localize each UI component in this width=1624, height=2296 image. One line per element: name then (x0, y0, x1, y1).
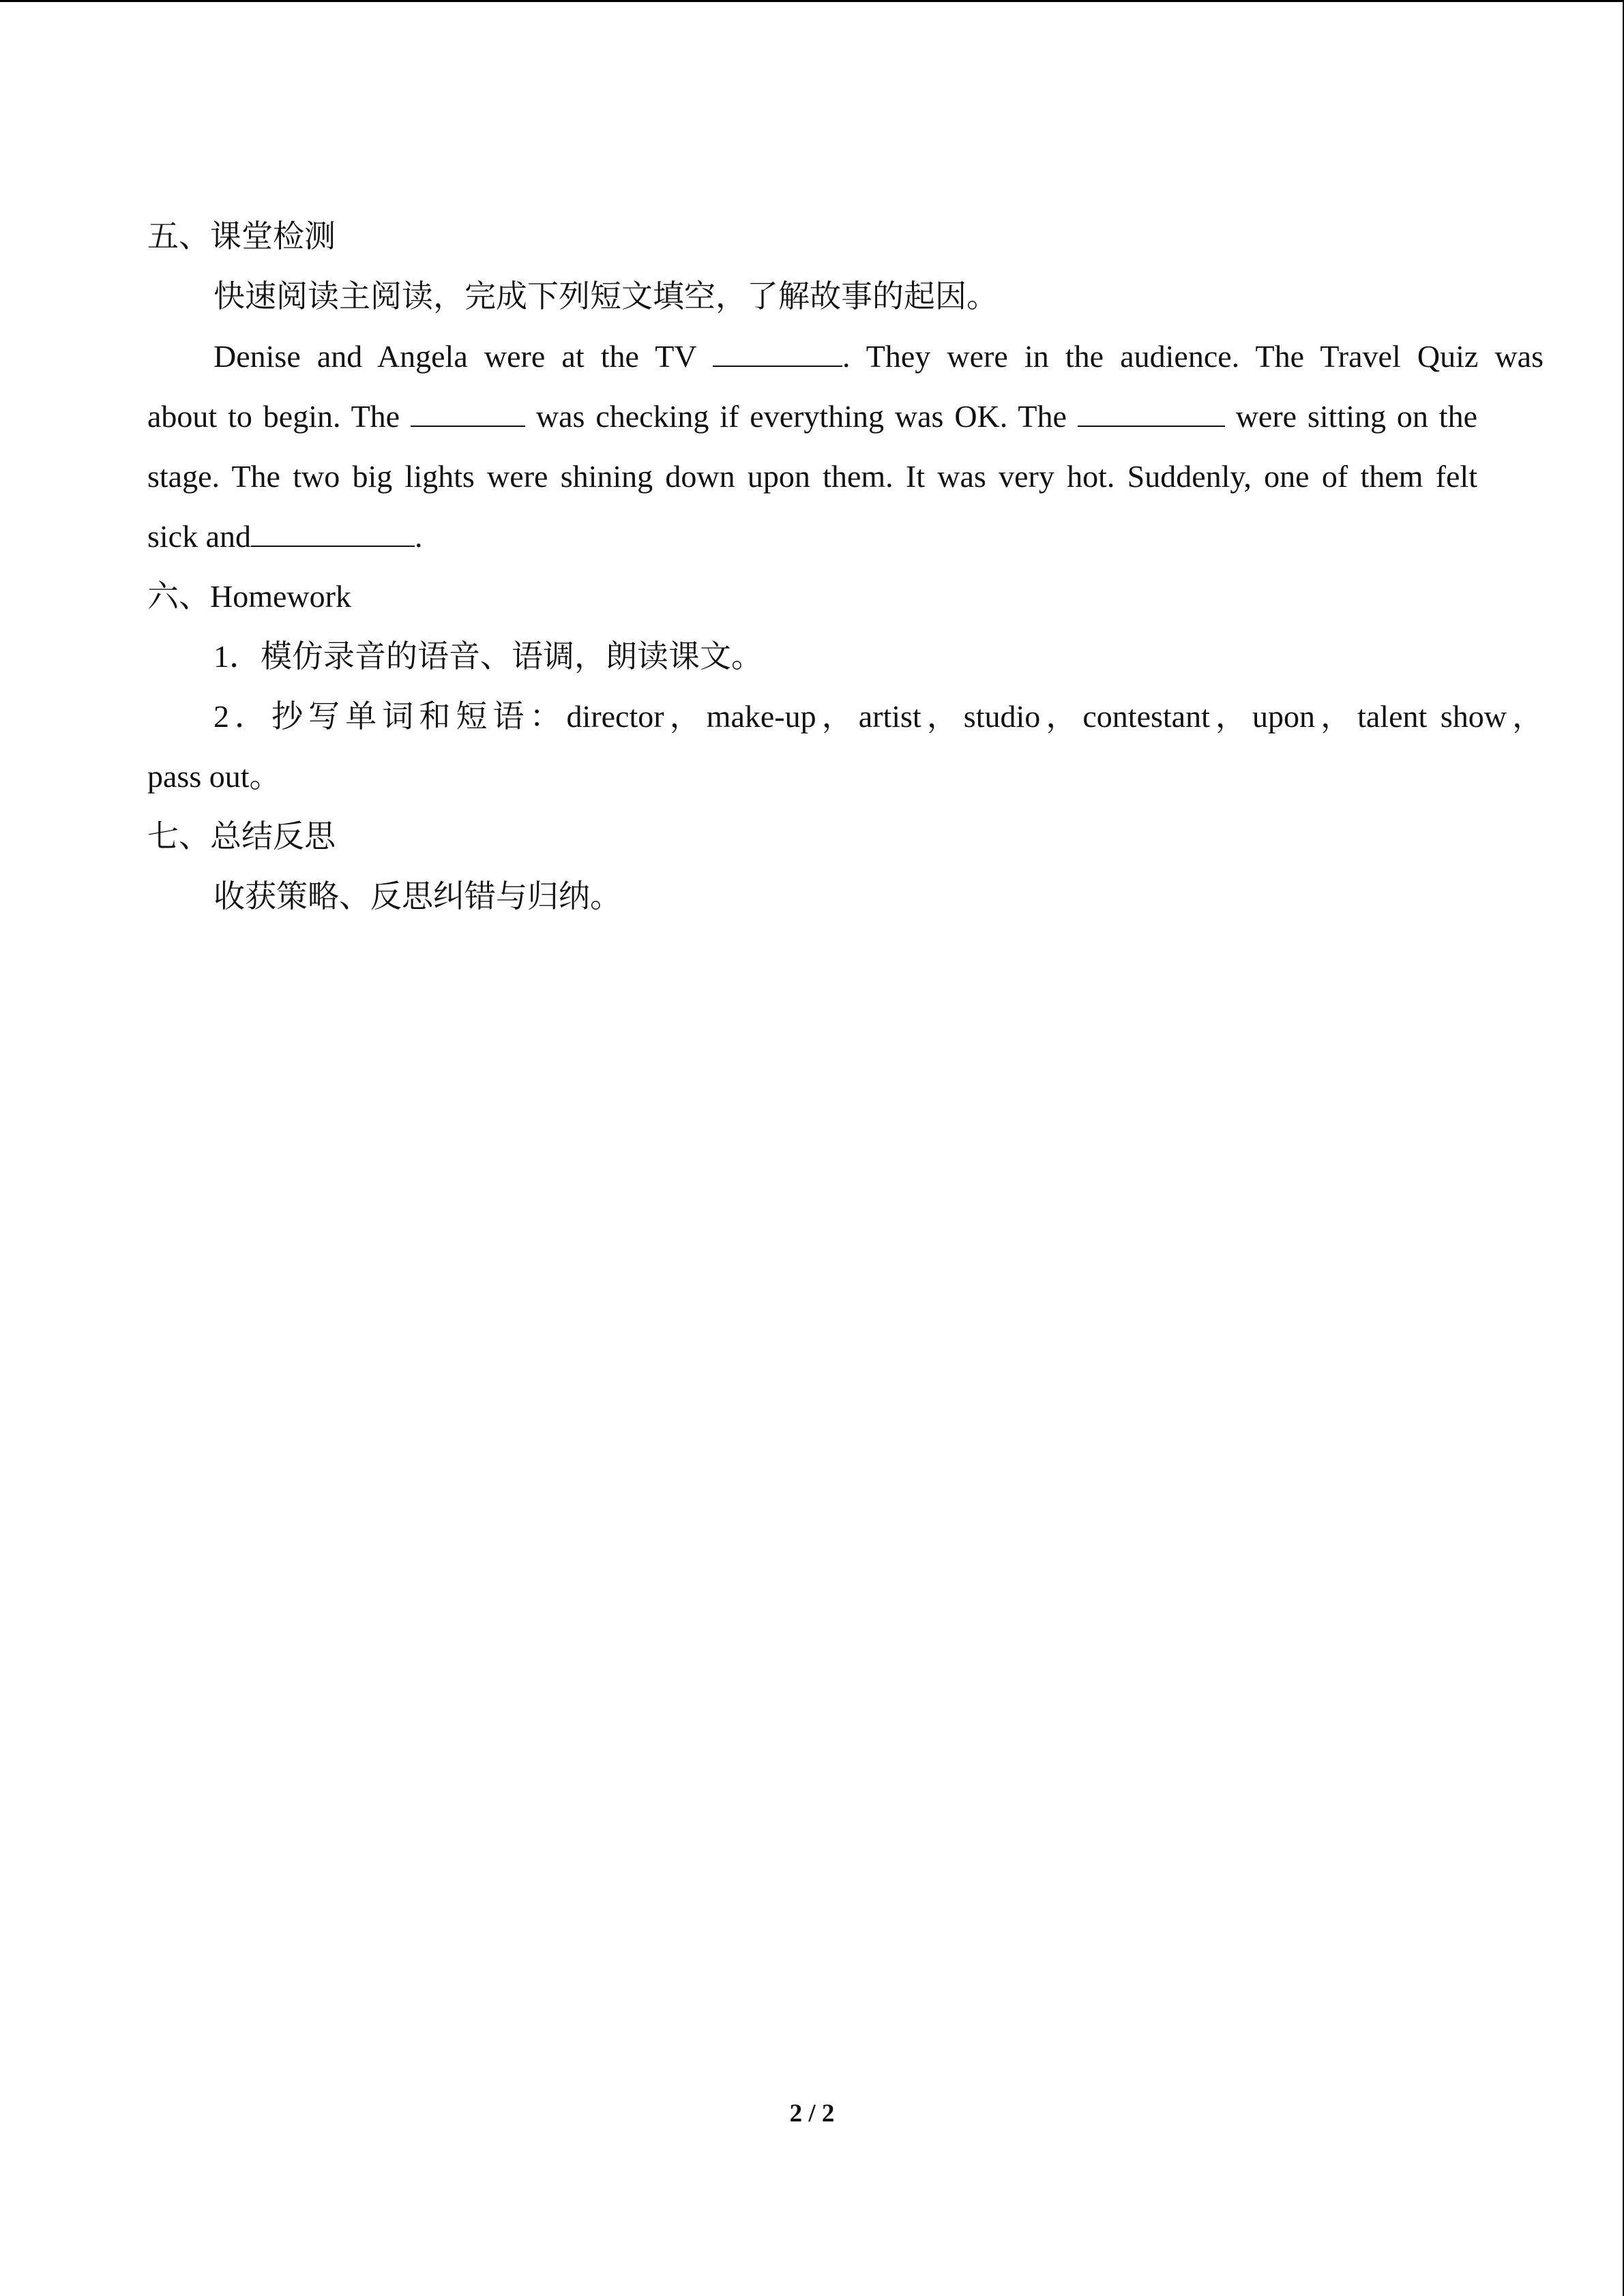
page-number: 2 / 2 (789, 2100, 835, 2128)
fill-blank-2[interactable] (411, 400, 525, 427)
passage-line-3: stage. The two big lights were shining down upon them. It was very hot. Suddenly, one of them felt (147, 459, 1477, 494)
passage-text: Denise and Angela were at the TV (213, 339, 713, 374)
passage-text: . They were in the audience. The Travel Quiz was (842, 339, 1544, 374)
passage-text: were sitting on the (1224, 399, 1477, 434)
passage-text: was checking if everything was OK. The (525, 399, 1078, 434)
passage-line-4 (147, 507, 1477, 567)
fill-blank-1[interactable] (713, 340, 842, 367)
page-content (147, 207, 1544, 927)
homework-item-1: 1．模仿录音的语音、语调，朗读课文。 (213, 639, 763, 674)
section-5-heading: 五、课堂检测 (147, 219, 336, 254)
section-6-heading: 六、Homework (147, 579, 351, 614)
section-7-heading: 七、总结反思 (147, 819, 336, 854)
section-7-text: 收获策略、反思纠错与归纳。 (213, 879, 621, 914)
fill-blank-4[interactable] (251, 520, 415, 547)
fill-blank-3[interactable] (1078, 400, 1225, 427)
passage-text: about to begin. The (147, 399, 411, 434)
passage-line-1 (147, 327, 1544, 387)
passage-text: sick and (147, 519, 252, 554)
homework-item-2: 2．抄写单词和短语：director，make-up，artist，studio，contestant，upon，talent show， (213, 699, 1544, 734)
passage-line-2 (147, 387, 1477, 447)
homework-item-2-continued: pass out。 (147, 759, 281, 794)
section-5-instruction: 快速阅读主阅读，完成下列短文填空，了解故事的起因。 (213, 279, 998, 314)
passage-text: . (415, 519, 423, 554)
